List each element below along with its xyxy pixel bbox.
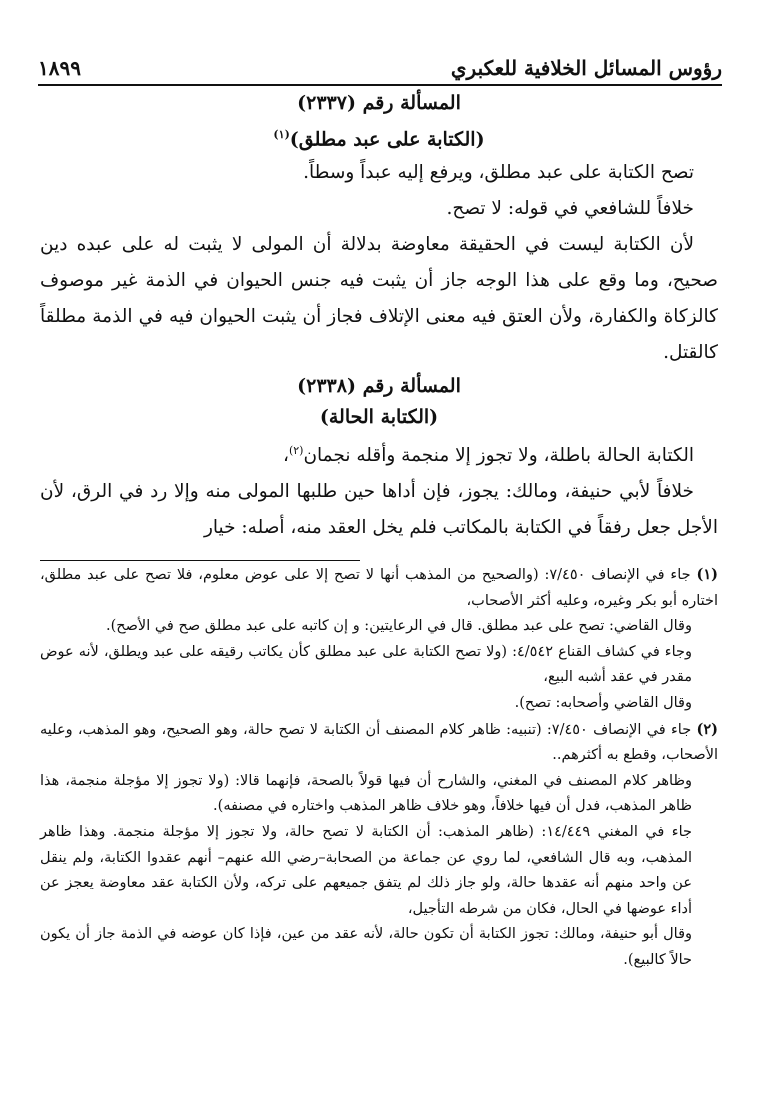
issue-title-2: المسألة رقم (٢٣٣٨) — [297, 375, 461, 398]
paragraph-2: خلافاً للشافعي في قوله: لا تصح. — [446, 198, 694, 220]
running-header — [38, 42, 722, 86]
footnote-1-label: (١) — [696, 566, 719, 583]
paragraph-4-end: ، — [282, 445, 289, 467]
footnote-ref-1: (١) — [273, 128, 290, 141]
paragraph-3: لأن الكتابة ليست في الحقيقة معاوضة بدلالة أن المولى لا يثبت له على عبده دين صحيح، وما وقع على هذا الوجه جاز أن يثبت فيه جنس الحيوان في الذمة غير موصوف كالزكاة والكفارة، ولأن العتق فيه معنى الإتلاف فجاز أن يثبت الحيوان فيه في الذمة مطلقاً كالقتل. — [40, 234, 718, 364]
footnote-2-label: (٢) — [696, 720, 718, 738]
footnote-1-text-1: جاء في الإنصاف ٧/٤٥٠: (والصحيح من المذهب أنها لا تصح إلا على عوض معلوم، فلا تصح على عبد مطلق، اختاره أبو بكر وغيره، وعليه أكثر الأصحاب، — [40, 567, 718, 609]
footnote-1-line-3: وجاء في كشاف القناع ٤/٥٤٢: (ولا تصح الكتابة على عبد مطلق كأن يكاتب رقيقه على عبد ويطلق، لأنه عوض مقدر في عقد أشبه البيع، — [40, 643, 693, 686]
main-text — [40, 88, 718, 546]
book-title: رؤوس المسائل الخلافية للعكبري — [450, 56, 722, 80]
footnote-separator — [40, 560, 360, 561]
footnote-2-line-2: وظاهر كلام المصنف في المغني، والشارح أن فيها قولاً بالصحة، فإنهما قالا: (ولا تجوز إلا مؤجلة منجمة، هذا ظاهر المذهب، فدل أن فيها خلافاً، وهو خلاف ظاهر المذهب واختاره في مصنفه). — [40, 772, 692, 815]
footnote-1-line-4: وقال القاضي وأصحابه: تصح). — [514, 694, 692, 711]
footnote-1-line-1 — [40, 562, 718, 614]
footnote-2-line-1 — [40, 717, 718, 769]
issue-subtitle-1 — [40, 119, 718, 155]
page-number: ١٨٩٩ — [38, 56, 81, 80]
issue-subtitle-2: (الكتابة الحالة) — [319, 406, 439, 429]
paragraph-1: تصح الكتابة على عبد مطلق، ويرفع إليه عبداً وسطاً. — [303, 162, 694, 184]
paragraph-5: خلافاً لأبي حنيفة، ومالك: يجوز، فإن أداها حين طلبها المولى منه وإلا رد في الرق، لأن الأجل جعل رفقاً في الكتابة بالمكاتب فلم يخل العقد منه، أصله: خيار — [40, 481, 718, 539]
issue-title-1: المسألة رقم (٢٣٣٧) — [297, 92, 461, 114]
footnotes — [40, 562, 718, 974]
footnote-2-text-1: جاء في الإنصاف ٧/٤٥٠: (تنبيه: ظاهر كلام المصنف أن الكتابة لا تصح حالة، وهو الصحيح، وهو المذهب، وعليه الأصحاب، وقطع به أكثرهم.. — [40, 721, 718, 764]
footnote-ref-2: (٢) — [288, 444, 304, 458]
paragraph-4-text: الكتابة الحالة باطلة، ولا تجوز إلا منجمة وأقله نجمان — [303, 445, 694, 467]
issue-subtitle-text-1: (الكتابة على عبد مطلق) — [289, 128, 485, 151]
footnote-2-line-3: جاء في المغني ١٤/٤٤٩: (ظاهر المذهب: أن الكتابة لا تصح حالة، ولا تجوز إلا مؤجلة منجمة. وهذا ظاهر المذهب، وبه قال الشافعي، لما روي عن جماعة من الصحابة–رضي الله عنهم– أنهم عقدوا الكتابة، ولم ينقل عن واحد منهم أنه عقدها حالة، ولو جاز ذلك لم يتفق جميعهم على تركه، ولأن الكتابة عقد معاوضة يعجز عن أداء عوضها في الحال، فكان من شرطه التأجيل، — [40, 823, 692, 917]
paragraph-4 — [40, 433, 718, 474]
footnote-2-line-4: وقال أبو حنيفة، ومالك: تجوز الكتابة أن تكون حالة، لأنه عقد من عين، فإذا كان عوضه في الذمة جاز أن يكون حالاً كالبيع). — [40, 926, 692, 968]
footnote-1-line-2: وقال القاضي: تصح على عبد مطلق. قال في الرعايتين: و إن كاتبه على عبد مطلق صح في الأصح). — [105, 618, 692, 635]
